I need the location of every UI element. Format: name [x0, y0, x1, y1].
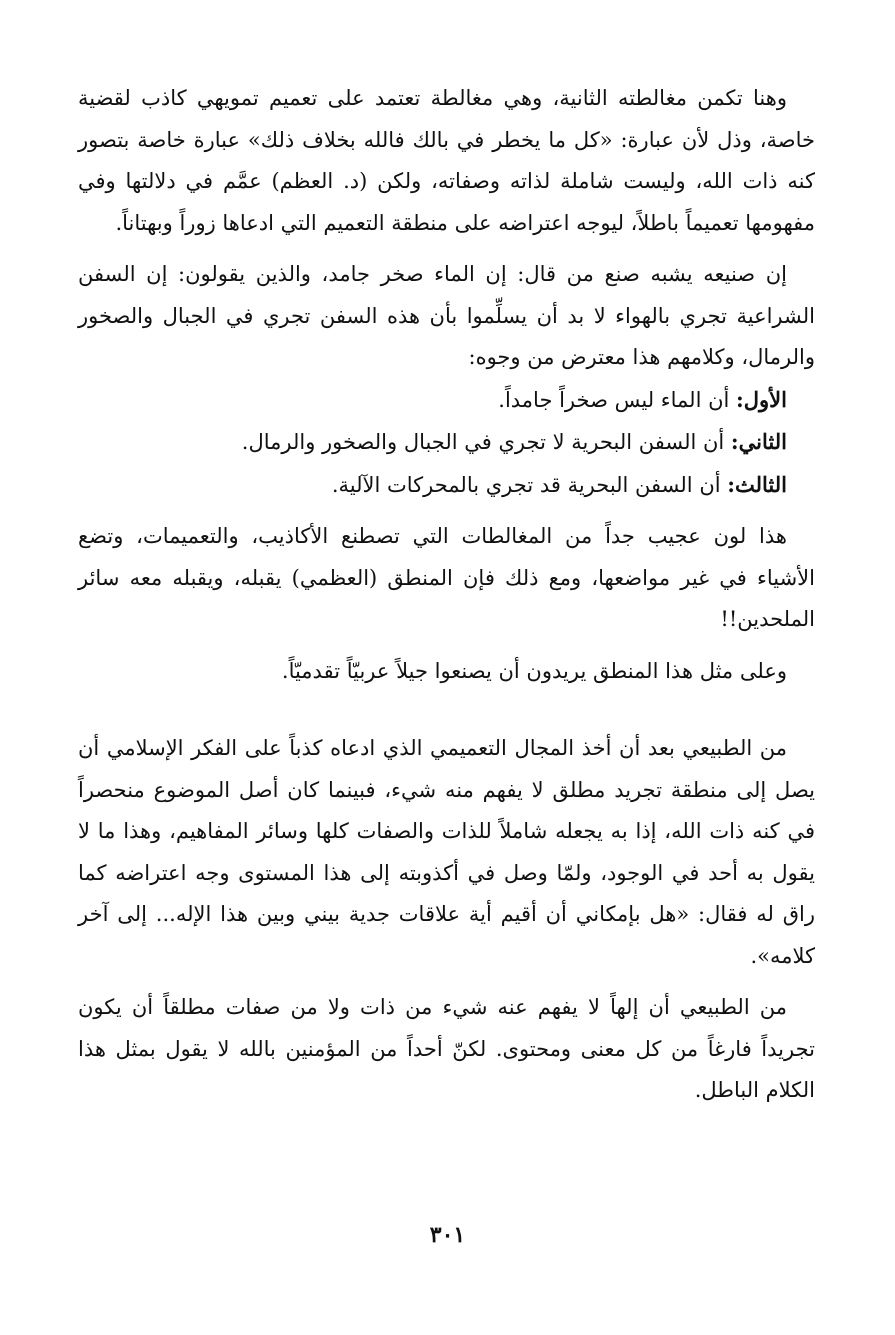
- paragraph-5: من الطبيعي بعد أن أخذ المجال التعميمي الذي ادعاه كذباً على الفكر الإسلامي أن يصل إلى منطقة تجريد مطلق لا يفهم منه شيء، فبينما كان أصل الموضوع منحصراً في كنه ذات الله، إذا به يجعله شاملاً للذات والصفات كلها وسائر المفاهيم، وهذا ما لا يقول به أحد في الوجود، ولمّا وصل في أكذوبته إلى هذا المستوى وجه اعتراضه كما راق له فقال: «هل بإمكاني أن أقيم أية علاقات جدية بيني وبين هذا الإله... إلى آخر كلامه».: [78, 736, 815, 968]
- paragraph-4: وعلى مثل هذا المنطق يريدون أن يصنعوا جيلاً عربيّاً تقدميّاً.: [281, 658, 787, 683]
- paragraph-2: إن صنيعه يشبه صنع من قال: إن الماء صخر جامد، والذين يقولون: إن السفن الشراعية تجري بالهواء لا بد أن يسلِّموا بأن هذه السفن تجري في الجبال والصخور والرمال، وكلامهم هذا معترض من وجوه:: [78, 262, 815, 369]
- objection-2: [78, 421, 815, 464]
- paragraph-3: هذا لون عجيب جداً من المغالطات التي تصطنع الأكاذيب، والتعميمات، وتضع الأشياء في غير مواضعها، ومع ذلك فإن المنطق (العظمي) يقبله، ويقبله معه سائر الملحدين!!: [78, 524, 815, 631]
- objection-3-label: الثالث:: [727, 471, 787, 497]
- paragraph-1: وهنا تكمن مغالطته الثانية، وهي مغالطة تعتمد على تعميم تمويهي كاذب لقضية خاصة، وذل لأن عبارة: «كل ما يخطر في بالك فالله بخلاف ذلك» عبارة خاصة بتصور كنه ذات الله، وليست شاملة لذاته وصفاته، ولكن (د. العظم) عمَّم في دلالتها وفي مفهومها تعميماً باطلاً، ليوجه اعتراضه على منطقة التعميم التي ادعاها زوراً وبهتاناً.: [78, 86, 815, 235]
- objection-2-text: أن السفن البحرية لا تجري في الجبال والصخور والرمال.: [241, 430, 731, 454]
- objection-1: [78, 379, 815, 422]
- page-number: ٣٠١: [429, 1222, 466, 1248]
- objection-2-label: الثاني:: [730, 429, 787, 454]
- objections-list: [78, 379, 815, 507]
- objection-3-text: أن السفن البحرية قد تجري بالمحركات الآلية.: [331, 472, 728, 497]
- paragraph-6: من الطبيعي أن إلهاً لا يفهم عنه شيء من ذات ولا من صفات مطلقاً أن يكون تجريداً فارغاً من كل معنى ومحتوى. لكنّ أحداً من المؤمنين بالله لا يقول بمثل هذا الكلام الباطل.: [78, 995, 815, 1102]
- objection-1-label: الأول:: [736, 386, 787, 412]
- objection-1-text: أن الماء ليس صخراً جامداً.: [498, 387, 737, 412]
- objection-3: [78, 464, 815, 507]
- page-body: [78, 78, 815, 1112]
